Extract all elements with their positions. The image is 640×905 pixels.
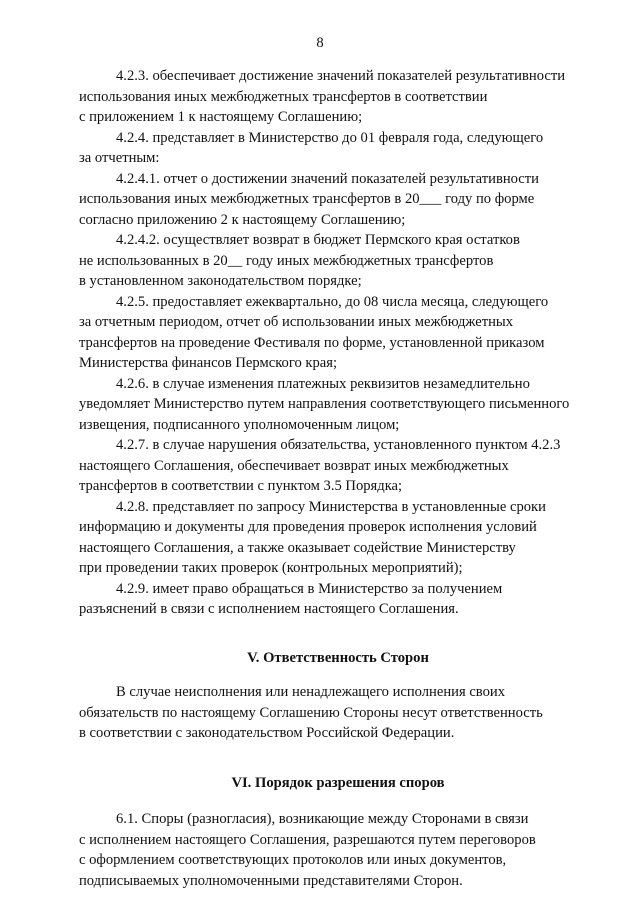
text-line: использования иных межбюджетных трансфертов в соответствии [79, 88, 488, 105]
clause-paragraph [79, 579, 597, 620]
text-line: настоящего Соглашения, обеспечивает возврат иных межбюджетных [79, 457, 509, 474]
clause-paragraph [79, 497, 597, 579]
clause-paragraph [79, 169, 597, 231]
text-line: при проведении таких проверок (контрольных мероприятий); [79, 560, 463, 576]
text-line: использования иных межбюджетных трансфертов в 20___ году по форме [79, 191, 535, 207]
text-line: разъяснений в связи с исполнением настоящего Соглашения. [79, 601, 459, 617]
text-line: согласно приложению 2 к настоящему Соглашению; [79, 211, 406, 228]
text-line: 4.2.4.2. осуществляет возврат в бюджет Пермского края остатков [116, 232, 520, 248]
text-line: в установленном законодательством порядке; [79, 273, 362, 289]
text-line: в соответствии с законодательством Российской Федерации. [79, 725, 455, 741]
text-line: 4.2.4. представляет в Министерство до 01 февраля года, следующего [116, 129, 544, 146]
section-heading-responsibility: V. Ответственность Сторон [247, 649, 429, 666]
section-body-responsibility [79, 682, 597, 744]
text-line: 4.2.7. в случае нарушения обязательства, установленного пунктом 4.2.3 [116, 437, 561, 453]
text-line: 6.1. Споры (разногласия), возникающие между Сторонами в связи [116, 811, 529, 827]
clause-paragraph [79, 230, 597, 292]
responsibility-paragraph [79, 682, 597, 744]
text-line: трансфертов на проведение Фестиваля по форме, установленной приказом [79, 334, 545, 351]
clause-paragraph [79, 435, 597, 497]
clause-paragraph [79, 128, 597, 169]
text-line: 4.2.4.1. отчет о достижении значений показателей результативности [116, 170, 539, 187]
clauses-list [79, 66, 597, 620]
text-line: обязательств по настоящему Соглашению Стороны несут ответственность [79, 704, 543, 721]
text-line: информацию и документы для проведения проверок исполнения условий [79, 519, 537, 535]
text-line: за отчетным периодом, отчет об использовании иных межбюджетных [79, 314, 514, 330]
text-line: не использованных в 20__ году иных межбюджетных трансфертов [79, 252, 494, 269]
text-line: трансфертов в соответствии с пунктом 3.5 Порядка; [79, 478, 403, 494]
document-body [79, 66, 597, 891]
text-line: настоящего Соглашения, а также оказывает содействие Министерству [79, 539, 516, 556]
page-number: 8 [316, 35, 324, 51]
text-line: с исполнением настоящего Соглашения, разрешаются путем переговоров [79, 831, 536, 848]
text-line: В случае неисполнения или ненадлежащего исполнения своих [116, 684, 506, 700]
text-line: уведомляет Министерство путем направления соответствующего письменного [79, 396, 570, 412]
text-line: извещения, подписанного уполномоченным лицом; [79, 416, 400, 433]
text-line: 4.2.3. обеспечивает достижение значений показателей результативности [116, 68, 566, 84]
text-line: Министерства финансов Пермского края; [79, 355, 338, 371]
clause-paragraph [79, 292, 597, 374]
clause-paragraph [79, 374, 597, 436]
text-line: с оформлением соответствующих протоколов или иных документов, [79, 852, 507, 868]
text-line: 4.2.5. предоставляет ежеквартально, до 08 числа месяца, следующего [116, 293, 549, 310]
section-heading-disputes: VI. Порядок разрешения споров [231, 774, 445, 791]
text-line: 4.2.9. имеет право обращаться в Министерство за получением [116, 580, 503, 597]
text-line: за отчетным: [79, 150, 160, 166]
section-body-disputes [79, 809, 597, 891]
disputes-paragraph [79, 809, 597, 891]
text-line: 4.2.8. представляет по запросу Министерства в установленные сроки [116, 498, 546, 515]
text-line: подписываемых уполномоченными представителями Сторон. [79, 872, 463, 889]
text-line: 4.2.6. в случае изменения платежных реквизитов незамедлительно [116, 375, 530, 392]
text-line: с приложением 1 к настоящему Соглашению; [79, 109, 363, 125]
clause-paragraph [79, 66, 597, 128]
